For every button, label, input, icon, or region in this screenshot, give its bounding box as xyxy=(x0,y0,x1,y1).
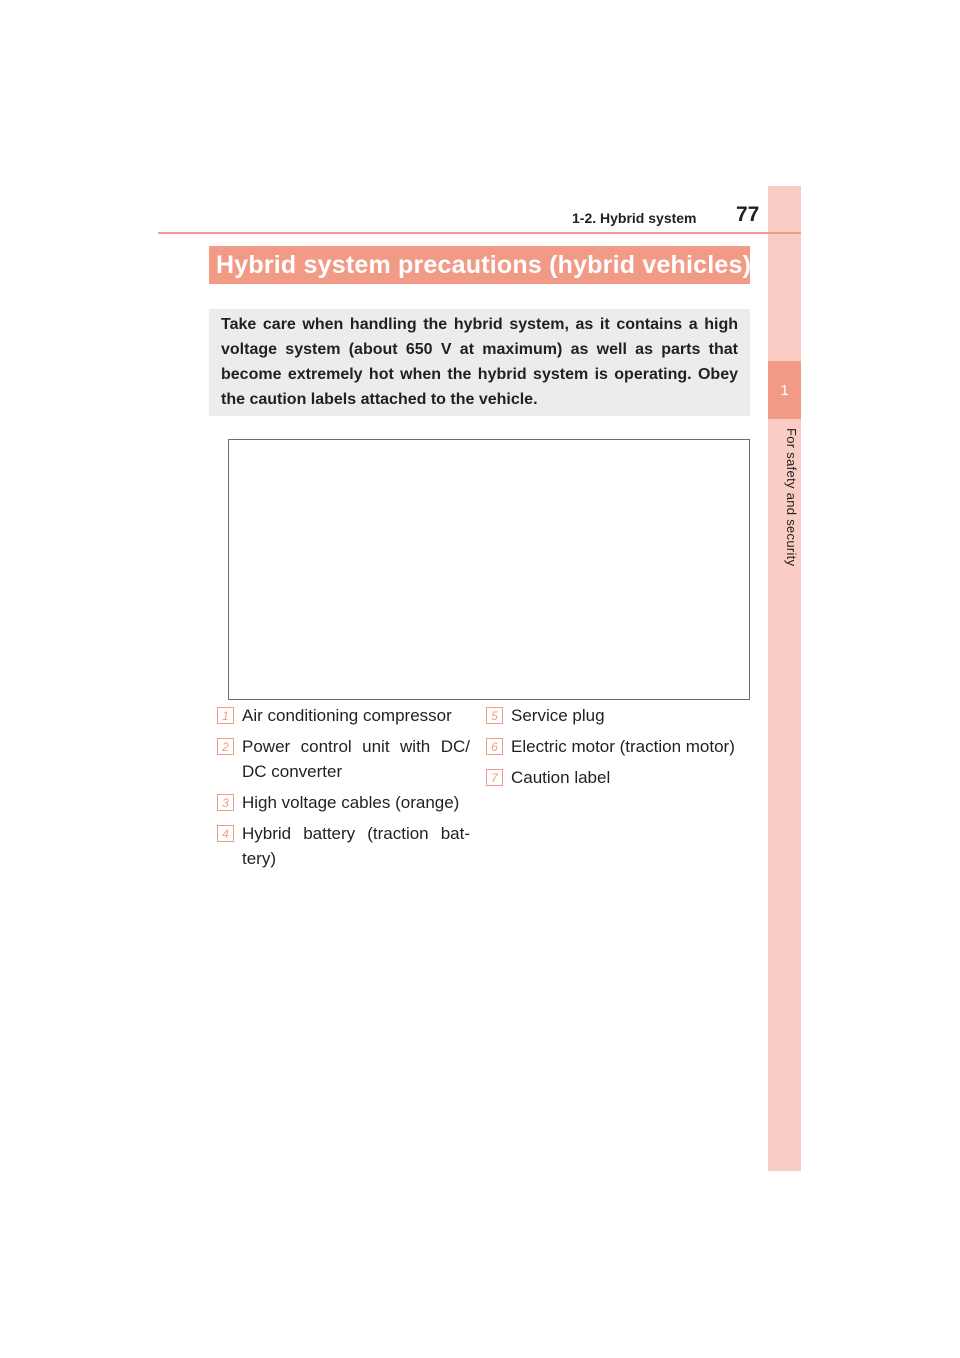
section-title: 1-2. Hybrid system xyxy=(572,210,697,226)
legend-text: Service plug xyxy=(511,706,605,725)
legend-number-badge: 6 xyxy=(486,738,503,755)
legend-text: Air conditioning compressor xyxy=(242,706,452,725)
legend-number-badge: 2 xyxy=(217,738,234,755)
intro-box xyxy=(209,309,750,416)
intro-text: Take care when handling the hybrid system, as it contains a high voltage system (about 650 V at maximum) as well as parts that become extremely hot when the hybrid system is operating. Obey the caution labels attached to the vehicle. xyxy=(221,316,738,408)
legend-number-badge: 3 xyxy=(217,794,234,811)
legend-item xyxy=(217,703,470,728)
page-number: 77 xyxy=(736,203,760,226)
legend-number-badge: 4 xyxy=(217,825,234,842)
chapter-number: 1 xyxy=(780,381,789,399)
legend-item xyxy=(217,821,470,871)
legend-item xyxy=(486,703,750,728)
legend-text: Electric motor (traction motor) xyxy=(511,737,735,756)
hybrid-system-diagram xyxy=(228,439,750,700)
legend-number-badge: 5 xyxy=(486,707,503,724)
page-title: Hybrid system precautions (hybrid vehicles) xyxy=(209,246,750,284)
chapter-label: For safety and security xyxy=(784,428,799,567)
legend-text: Hybrid battery (traction bat- tery) xyxy=(242,824,470,868)
chapter-number-tab[interactable] xyxy=(768,361,801,419)
legend-text: Power control unit with DC/ DC converter xyxy=(242,737,470,781)
header-divider xyxy=(158,232,801,234)
side-tab-strip xyxy=(768,186,801,1171)
legend-item xyxy=(217,790,470,815)
legend-text: Caution label xyxy=(511,768,611,787)
legend-number-badge: 7 xyxy=(486,769,503,786)
legend-text: High voltage cables (orange) xyxy=(242,793,460,812)
legend-right-column xyxy=(486,703,750,796)
legend-item xyxy=(486,734,750,759)
legend-left-column xyxy=(217,703,470,877)
legend-item xyxy=(217,734,470,784)
legend-number-badge: 1 xyxy=(217,707,234,724)
legend-item xyxy=(486,765,750,790)
